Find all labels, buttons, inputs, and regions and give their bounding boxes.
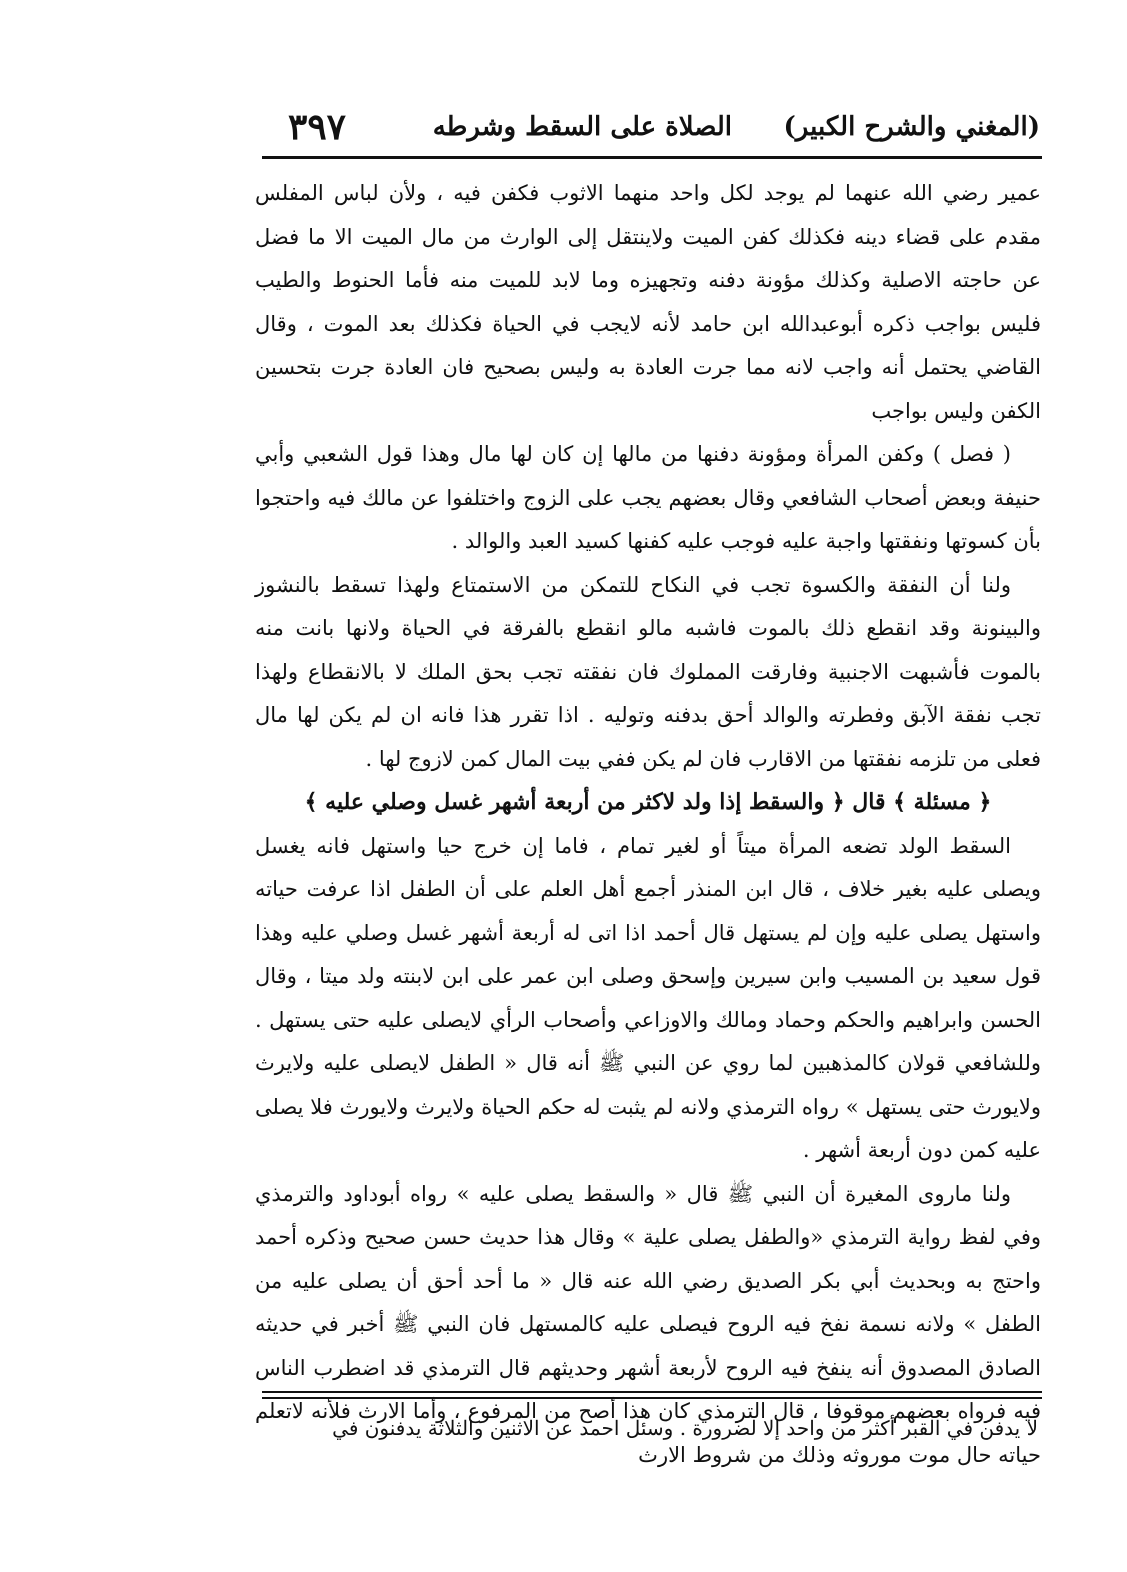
footnote-rule-second (262, 1397, 1042, 1399)
running-header (262, 106, 1040, 156)
paragraph-fasl: ( فصل ) وكفن المرأة ومؤونة دفنها من مالها إن كان لها مال وهذا قول الشعبي وأبي حنيفة وبعض أصحاب الشافعي وقال بعضهم يجب على الزوج واختلفوا عن مالك فيه واحتجوا بأن كسوتها ونفقتها واجبة عليه فوجب عليه كفنها كسيد العبد والوالد . (255, 442, 1041, 553)
page-number: ٣٩٧ (288, 106, 347, 148)
main-text (255, 172, 1041, 1477)
footnote-rule (262, 1391, 1042, 1393)
header-rule (262, 156, 1042, 159)
chapter-title: الصلاة على السقط وشرطه (432, 112, 732, 142)
paragraph-4: السقط الولد تضعه المرأة ميتاً أو لغير تمام ، فاما إن خرج حيا واستهل فانه يغسل ويصلى عليه بغير خلاف ، قال ابن المنذر أجمع أهل العلم على أن الطفل اذا عرفت حياته واستهل يصلى عليه وإن لم يستهل قال أحمد اذا اتى له أربعة أشهر غسل وصلي عليه وهذا قول سعيد بن المسيب وابن سيرين وإسحق وصلى ابن عمر على ابن لابنته ولد ميتا ، وقال الحسن وابراهيم والحكم وحماد ومالك والاوزاعي وأصحاب الرأي لايصلى عليه حتى يستهل . وللشافعي قولان كالمذهبين لما روي عن النبي ﷺ أنه قال « الطفل لايصلى عليه ولايرث ولايورث حتى يستهل » رواه الترمذي ولانه لم يثبت له حكم الحياة ولايرث ولايورث فلا يصلى عليه كمن دون أربعة أشهر . (255, 833, 1041, 1162)
paragraph-1: عمير رضي الله عنهما لم يوجد لكل واحد منهما الاثوب فكفن فيه ، ولأن لباس المفلس مقدم على قضاء دينه فكذلك كفن الميت ولاينتقل إلى الوارث من مال الميت الا ما فضل عن حاجته الاصلية وكذلك مؤونة دفنه وتجهيزه وما لابد للميت منه فأما الحنوط والطيب فليس بواجب ذكره أبوعبدالله ابن حامد لأنه لايجب في الحياة فكذلك بعد الموت ، وقال القاضي يحتمل أنه واجب لانه مما جرت العادة به وليس بصحيح فان العادة جرت بتحسين الكفن وليس بواجب (255, 181, 1041, 423)
paragraph-5: ولنا ماروى المغيرة أن النبي ﷺ قال « والسقط يصلى عليه » رواه أبوداود والترمذي وفي لفظ رواية الترمذي «والطفل يصلى علية » وقال هذا حديث حسن صحيح وذكره أحمد واحتج به وبحديث أبي بكر الصديق رضي الله عنه قال « ما أحد أحق أن يصلى عليه من الطفل » ولانه نسمة نفخ فيه الروح فيصلى عليه كالمستهل فان النبي ﷺ أخبر في حديثه الصادق المصدوق أنه ينفخ فيه الروح لأربعة أشهر وحديثهم قال الترمذي قد اضطرب الناس فيه فرواه بعضهم موقوفا ، قال الترمذي كان هذا أصح من المرفوع ، وأما الارث فلأنه لاتعلم حياته حال موت موروثه وذلك من شروط الارث (255, 1181, 1041, 1467)
paragraph-3: ولنا أن النفقة والكسوة تجب في النكاح للتمكن من الاستمتاع ولهذا تسقط بالنشوز والبينونة وقد انقطع ذلك بالموت فاشبه مالو انقطع بالفرقة في الحياة ولانها بانت منه بالموت فأشبهت الاجنبية وفارقت المملوك فان نفقته تجب بحق الملك لا بالانقطاع ولهذا تجب نفقة الآبق وفطرته والوالد أحق بدفنه وتوليه . اذا تقرر هذا فانه ان لم يكن لها مال فعلى من تلزمه نفقتها من الاقارب فان لم يكن ففي بيت المال كمن لازوج لها . (255, 572, 1041, 771)
book-title: (المغني والشرح الكبير) (783, 112, 1040, 142)
footnote: لا يدفن في القبر أكثر من واحد إلا لضرورة . وسئل احمد عن الاثنين والثلاثة يدفنون في (332, 1416, 1038, 1440)
masala-heading: ﴿ مسئلة ﴾ قال ﴿ والسقط إذا ولد لاكثر من أربعة أشهر غسل وصلي عليه ﴾ (304, 789, 992, 815)
